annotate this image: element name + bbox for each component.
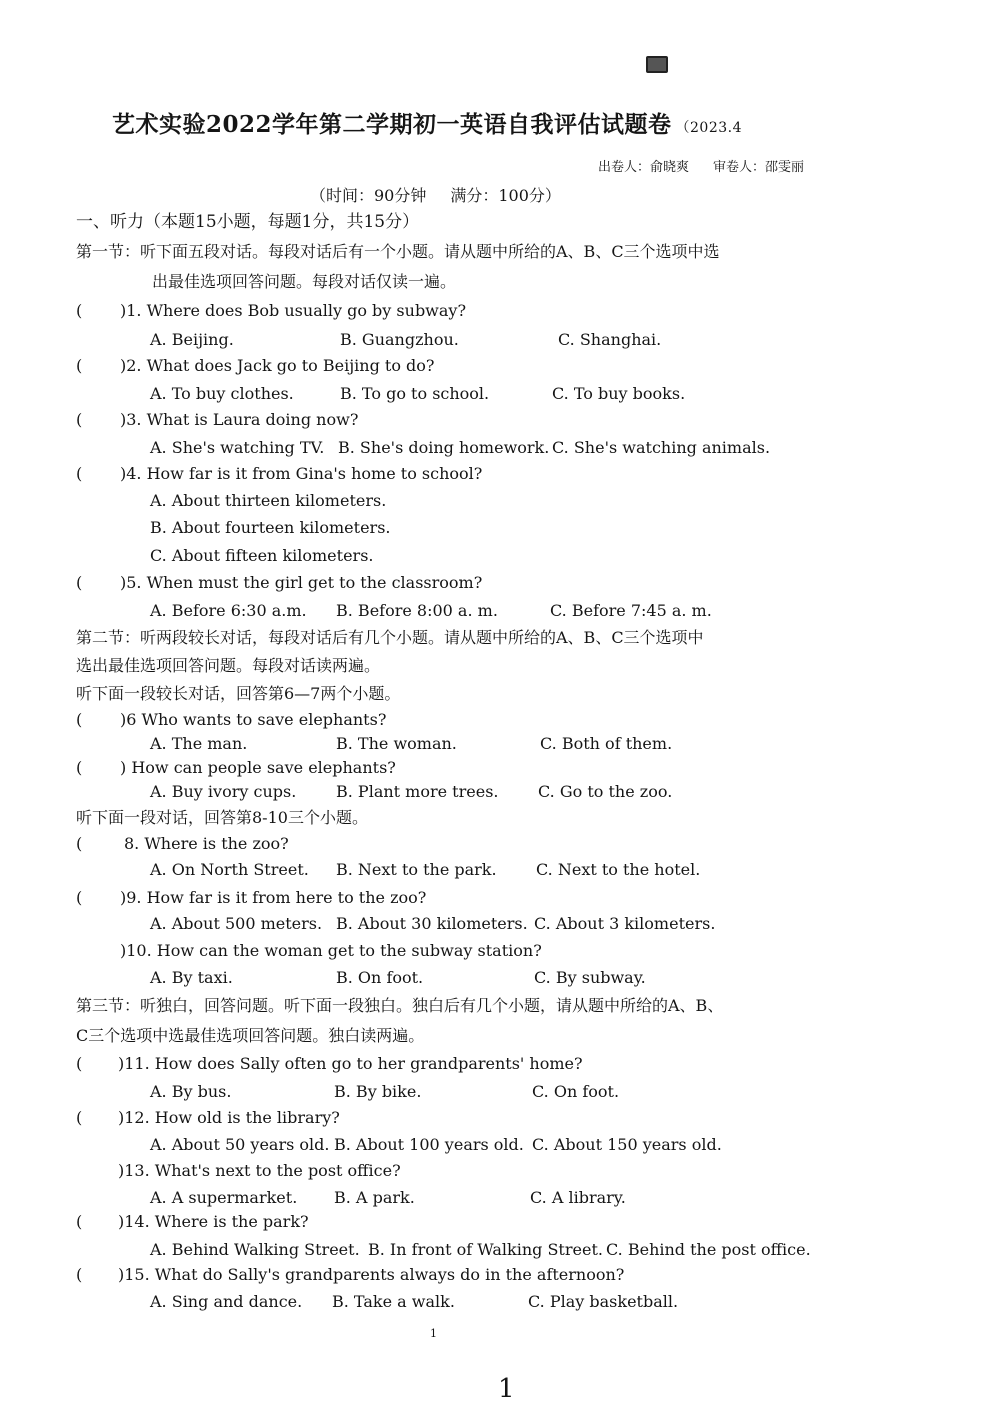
page-number-small: 1	[430, 1327, 437, 1340]
title-text: 艺术实验2022学年第二学期初一英语自我评估试题卷	[112, 111, 672, 138]
q13-option-a: A. A supermarket.	[150, 1188, 298, 1207]
q15-option-a: A. Sing and dance.	[150, 1292, 303, 1311]
section2-instruction-line1: 第二节：听两段较长对话，每段对话后有几个小题。请从题中所给的A、B、C三个选项中	[76, 628, 704, 647]
q2-option-a: A. To buy clothes.	[150, 384, 294, 403]
q6-option-a: A. The man.	[150, 734, 248, 753]
corner-stamp-icon	[646, 56, 668, 73]
q9-option-a: A. About 500 meters.	[150, 914, 323, 933]
q14-option-c: C. Behind the post office.	[606, 1240, 811, 1259]
section2-sub-instruction-2: 听下面一段对话，回答第8-10三个小题。	[76, 808, 368, 827]
answer-paren: (	[76, 834, 83, 853]
q3-option-a: A. She's watching TV.	[150, 438, 325, 457]
q8-option-b: B. Next to the park.	[336, 860, 497, 879]
q10-option-a: A. By taxi.	[150, 968, 233, 987]
q12-option-a: A. About 50 years old.	[150, 1135, 330, 1154]
q11-option-c: C. On foot.	[532, 1082, 620, 1101]
page-number: 1	[498, 1374, 515, 1404]
q8-option-c: C. Next to the hotel.	[536, 860, 701, 879]
question-11: )11. How does Sally often go to her grandparents' home?	[118, 1054, 583, 1073]
q12-option-b: B. About 100 years old.	[334, 1135, 524, 1154]
q1-option-c: C. Shanghai.	[558, 330, 662, 349]
answer-paren: (	[76, 356, 83, 375]
q14-option-a: A. Behind Walking Street.	[150, 1240, 360, 1259]
section2-sub-instruction-1: 听下面一段较长对话，回答第6—7两个小题。	[76, 684, 401, 703]
q4-option-b: B. About fourteen kilometers.	[150, 518, 391, 537]
q9-option-b: B. About 30 kilometers.	[336, 914, 528, 933]
q10-option-b: B. On foot.	[336, 968, 424, 987]
q3-option-c: C. She's watching animals.	[552, 438, 771, 457]
question-7: ) How can people save elephants?	[120, 758, 396, 777]
q5-option-b: B. Before 8:00 a. m.	[336, 601, 498, 620]
question-13: )13. What's next to the post office?	[118, 1161, 401, 1180]
q7-option-a: A. Buy ivory cups.	[150, 782, 297, 801]
q4-option-c: C. About fifteen kilometers.	[150, 546, 374, 565]
part1-heading: 一、听力（本题15小题，每题1分，共15分）	[76, 212, 420, 232]
section1-instruction-line1: 第一节：听下面五段对话。每段对话后有一个小题。请从题中所给的A、B、C三个选项中选	[76, 242, 720, 261]
section3-instruction-line2: C三个选项中选最佳选项回答问题。独白读两遍。	[76, 1026, 425, 1045]
q8-option-a: A. On North Street.	[150, 860, 309, 879]
q11-option-b: B. By bike.	[334, 1082, 422, 1101]
q13-option-b: B. A park.	[334, 1188, 415, 1207]
answer-paren: (	[76, 1212, 83, 1231]
q2-option-b: B. To go to school.	[340, 384, 490, 403]
question-12: )12. How old is the library?	[118, 1108, 340, 1127]
question-4: )4. How far is it from Gina's home to school?	[120, 464, 483, 483]
q13-option-c: C. A library.	[530, 1188, 626, 1207]
answer-paren: (	[76, 888, 83, 907]
question-5: )5. When must the girl get to the classroom?	[120, 573, 483, 592]
answer-paren: (	[76, 758, 83, 777]
answer-paren: (	[76, 710, 83, 729]
question-3: )3. What is Laura doing now?	[120, 410, 359, 429]
question-15: )15. What do Sally's grandparents always do in the afternoon?	[118, 1265, 625, 1284]
q7-option-b: B. Plant more trees.	[336, 782, 499, 801]
answer-paren: (	[76, 410, 83, 429]
q2-option-c: C. To buy books.	[552, 384, 686, 403]
q12-option-c: C. About 150 years old.	[532, 1135, 722, 1154]
question-10: )10. How can the woman get to the subway station?	[120, 941, 542, 960]
q1-option-b: B. Guangzhou.	[340, 330, 459, 349]
q10-option-c: C. By subway.	[534, 968, 646, 987]
q15-option-b: B. Take a walk.	[332, 1292, 455, 1311]
answer-paren: (	[76, 1054, 83, 1073]
question-9: )9. How far is it from here to the zoo?	[120, 888, 427, 907]
answer-paren: (	[76, 464, 83, 483]
question-6: )6 Who wants to save elephants?	[120, 710, 387, 729]
q9-option-c: C. About 3 kilometers.	[534, 914, 716, 933]
time-score-line	[310, 183, 561, 206]
q6-option-b: B. The woman.	[336, 734, 457, 753]
reviewer-name: 审卷人：邵雯丽	[713, 160, 805, 175]
answer-paren: (	[76, 301, 83, 320]
question-1: )1. Where does Bob usually go by subway?	[120, 301, 467, 320]
q1-option-a: A. Beijing.	[150, 330, 234, 349]
section3-instruction-line1: 第三节：听独白，回答问题。听下面一段独白。独白后有几个小题，请从题中所给的A、B、	[76, 996, 724, 1015]
question-2: )2. What does Jack go to Beijing to do?	[120, 356, 435, 375]
q14-option-b: B. In front of Walking Street.	[368, 1240, 603, 1259]
q5-option-c: C. Before 7:45 a. m.	[550, 601, 712, 620]
q7-option-c: C. Go to the zoo.	[538, 782, 673, 801]
answer-paren: (	[76, 573, 83, 592]
section1-instruction-line2: 出最佳选项回答问题。每段对话仅读一遍。	[152, 272, 457, 291]
section2-instruction-line2: 选出最佳选项回答问题。每段对话读两遍。	[76, 656, 381, 675]
q5-option-a: A. Before 6:30 a.m.	[150, 601, 307, 620]
q4-option-a: A. About thirteen kilometers.	[150, 491, 387, 510]
answer-paren: (	[76, 1265, 83, 1284]
setter-name: 出卷人：俞晓爽	[598, 160, 690, 175]
setter-line	[598, 156, 804, 175]
question-14: )14. Where is the park?	[118, 1212, 309, 1231]
page-title	[112, 106, 812, 139]
full-score: 满分：100分）	[450, 186, 561, 205]
question-8: 8. Where is the zoo?	[124, 834, 289, 853]
time-limit: （时间：90分钟	[310, 186, 427, 205]
q15-option-c: C. Play basketball.	[528, 1292, 679, 1311]
q3-option-b: B. She's doing homework.	[338, 438, 550, 457]
q6-option-c: C. Both of them.	[540, 734, 673, 753]
answer-paren: (	[76, 1108, 83, 1127]
q11-option-a: A. By bus.	[150, 1082, 232, 1101]
title-date: （2023.4	[675, 120, 743, 136]
